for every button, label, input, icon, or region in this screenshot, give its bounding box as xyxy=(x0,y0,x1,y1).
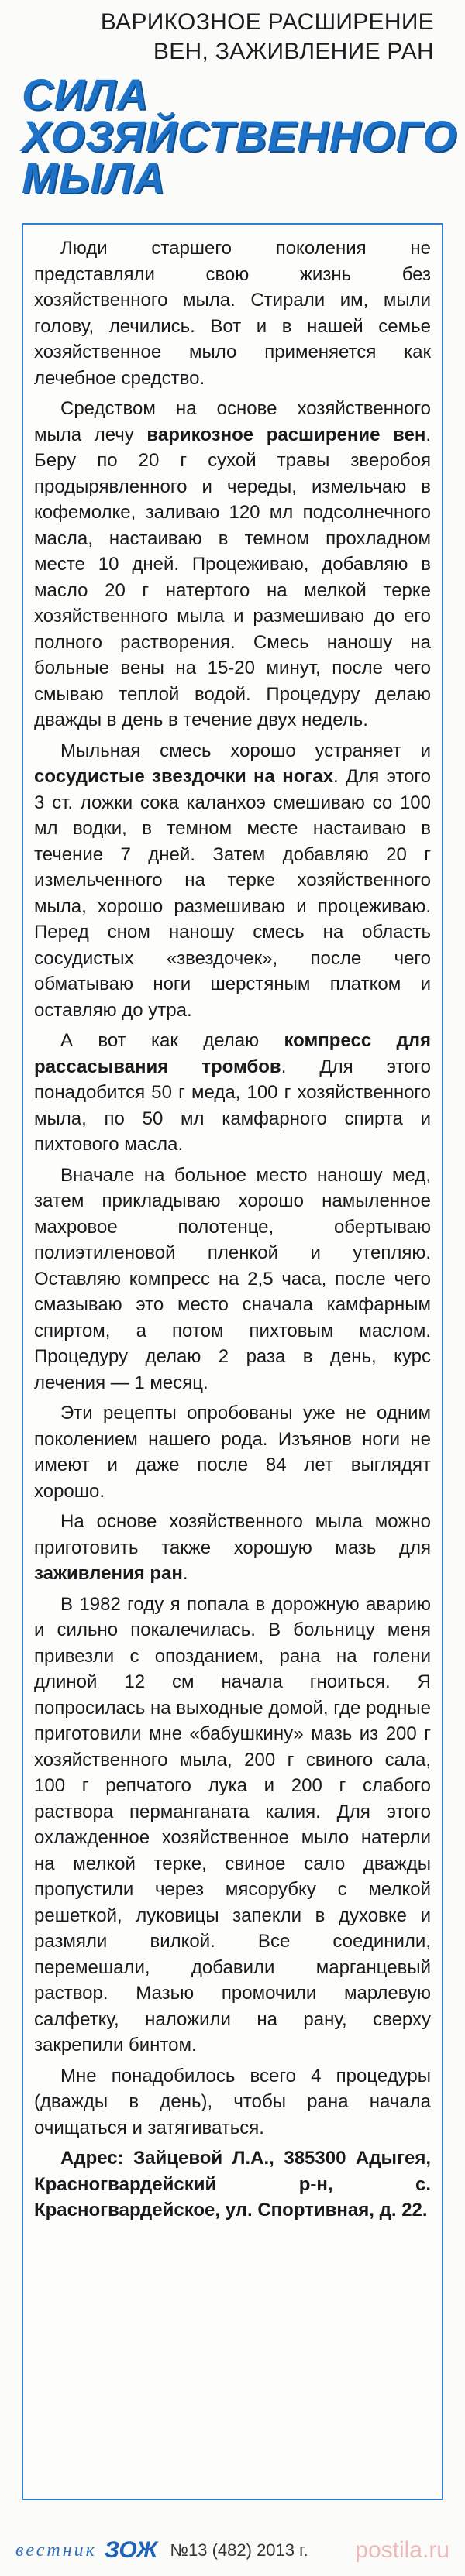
paragraph-text: На основе хозяйственного мыла можно приготовить также хорошую мазь для xyxy=(34,1511,431,1558)
footer-publication-logo: ЗОЖ xyxy=(104,2537,158,2563)
headline-line-2: ХОЗЯЙСТВЕННОГО xyxy=(22,112,457,160)
paragraph-spider-veins xyxy=(34,738,431,1024)
rubric-line-1: ВАРИКОЗНОЕ РАСШИРЕНИЕ xyxy=(100,9,434,35)
paragraph-text: . Беру по 20 г сухой травы зверобоя продырявленного и череды, измельчаю в кофемолке, заливаю 120 мл подсолнечного масла, настаиваю в темном прохладном месте 10 дней. Процеживаю, добавляю в масло 20 г натертого на мелкой терке хозяйственного мыла и размешиваю до его полного растворения. Смесь наношу на больные вены на 15-20 минут, после чего смываю теплой водой. Процедуру делаю дважды в день в течение двух недель. xyxy=(34,424,431,730)
paragraph-text: . Для этого понадобится 50 г меда, 100 г хозяйственного мыла, по 50 мл камфарного спирта и пихтового масла. xyxy=(34,1056,432,1155)
section-rubric xyxy=(31,8,434,67)
highlight-spider-veins: сосудистые звездочки на ногах xyxy=(34,766,334,787)
article-headline xyxy=(22,70,457,202)
paragraph-ointment xyxy=(34,1509,431,1587)
rubric-line-2: ВЕН, ЗАЖИВЛЕНИЕ РАН xyxy=(153,39,434,64)
highlight-compress: компресс для рассасывания тромбов xyxy=(34,1030,431,1077)
paragraph-text: А вот как делаю xyxy=(60,1030,284,1051)
author-address: Адрес: Зайцевой Л.А., 385300 Адыгея, Красногвардейский р-н, с. Красногвардейское, ул. Спортивная, д. 22. xyxy=(34,2148,431,2221)
paragraph-varicose xyxy=(34,396,431,733)
headline-line-1: СИЛА xyxy=(22,70,149,118)
paragraph-tested: Эти рецепты опробованы уже не одним поколением нашего рода. Изъянов ноги не имеют и даже после 84 лет выглядят хорошо. xyxy=(34,1403,431,1502)
paragraph-intro: Люди старшего поколения не представляли свою жизнь без хозяйственного мыла. Стирали им, мыли голову, лечились. Вот и в нашей семье хозяйственное мыло применяется как лечебное средство. xyxy=(34,238,431,389)
headline-line-3: МЫЛА xyxy=(22,153,166,202)
highlight-wound-healing: заживления ран xyxy=(34,1563,183,1584)
paragraph-compress-steps: Вначале на больное место наношу мед, затем прикладываю хорошо намыленное махровое полотенце, обертываю полиэтиленовой пленкой и утепляю. Оставляю компресс на 2,5 часа, после чего смазываю это место сначала камфарным спиртом, а потом пихтовым маслом. Процедуру делаю 2 раза в день, курс лечения — 1 месяц. xyxy=(34,1164,431,1393)
paragraph-text: Мыльная смесь хорошо устраняет и xyxy=(60,740,431,761)
article-body xyxy=(22,223,443,2500)
page-footer xyxy=(16,2537,457,2564)
paragraph-text: . xyxy=(182,1563,188,1584)
paragraph-text: Средством на основе хозяйственного мыла лечу xyxy=(34,398,431,445)
footer-issue-number: №13 (482) 2013 г. xyxy=(170,2540,308,2560)
watermark: postila.ru xyxy=(355,2537,450,2563)
footer-publication-name: вестник xyxy=(16,2540,97,2561)
paragraph-text: . Для этого 3 ст. ложки сока каланхоэ смешиваю со 100 мл водки, в темном месте настаиваю в течение 7 дней. Затем добавляю 20 г измельченного на терке хозяйственного мыла, хорошо размешиваю и процеживаю. Перед сном наношу смесь на область сосудистых «звездочек», после чего обматываю ноги шерстяным платком и оставляю до утра. xyxy=(34,766,431,1021)
paragraph-accident-story: В 1982 году я попала в дорожную аварию и сильно покалечилась. В больницу меня привезли с опозданием, рана на голени длиной 12 см начала гноиться. Я попросилась на выходные домой, где родные приготовили мне «бабушкину» мазь из 200 г хозяйственного мыла, 200 г свиного сала, 100 г репчатого лука и 200 г слабого раствора перманганата калия. Для этого охлажденное хозяйственное мыло натерли на мелкой терке, свиное сало дважды пропустили через мясорубку с мелкой решеткой, луковицы запекли в духовке и размяли вилкой. Все соединили, перемешали, добавили марганцевый раствор. Мазью промочили марлевую салфетку, наложили на рану, сверху закрепили бинтом. xyxy=(34,1593,431,2056)
paragraph-compress xyxy=(34,1028,431,1158)
paragraph-result: Мне понадобилось всего 4 процедуры (дважды в день), чтобы рана начала очищаться и затягиваться. xyxy=(34,2065,431,2138)
highlight-varicose: варикозное расширение вен xyxy=(146,424,426,445)
